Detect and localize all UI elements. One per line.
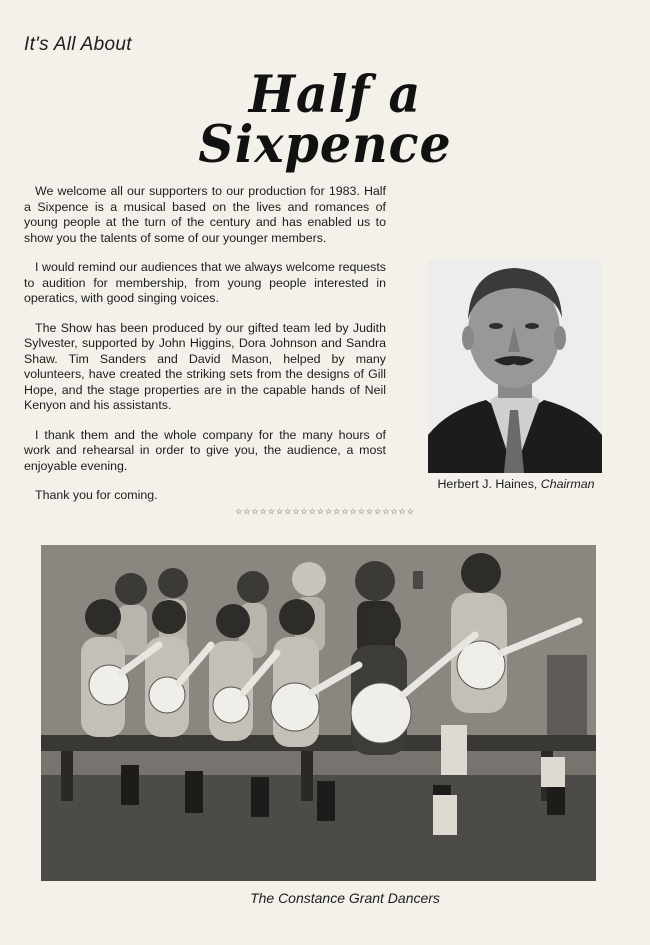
- paragraph-2: I would remind our audiences that we always welcome requests to audition for membership, from young people interested in operatics, with good singing voices.: [24, 260, 386, 305]
- paragraph-1: We welcome all our supporters to our production for 1983. Half a Sixpence is a musical based on the lives and romances of young people at the turn of the century and has enabled us to show you the talents of some of our younger members.: [24, 184, 386, 245]
- chairman-portrait-photo: [428, 260, 602, 473]
- dancers-group-photo: [41, 545, 596, 881]
- paragraph-5: Thank you for coming.: [35, 488, 158, 502]
- star-divider: ☆☆☆☆☆☆☆☆☆☆☆☆☆☆☆☆☆☆☆☆☆☆: [235, 507, 415, 516]
- kicker-heading: It's All About: [24, 34, 132, 55]
- paragraph-3: The Show has been produced by our gifted team led by Judith Sylvester, supported by John Higgins, Dora Johnson and Sandra Shaw. Tim Sanders and David Mason, helped by many volunteers, have created the striking sets from the designs of Gill Hope, and the stage properties are in the capable hands of Neil Kenyon and his assistants.: [24, 320, 386, 412]
- paragraph-4: I thank them and the whole company for the many hours of work and rehearsal in order to give you, the audience, a most enjoyable evening.: [24, 427, 386, 473]
- chairman-name: Herbert J. Haines,: [437, 477, 538, 491]
- body-text: [24, 184, 386, 518]
- portrait-caption: [416, 477, 616, 491]
- title-line-1: Half a: [248, 63, 422, 125]
- photo-caption: The Constance Grant Dancers: [250, 890, 440, 906]
- chairman-role: Chairman: [540, 477, 595, 491]
- title-line-2: Sixpence: [198, 113, 452, 175]
